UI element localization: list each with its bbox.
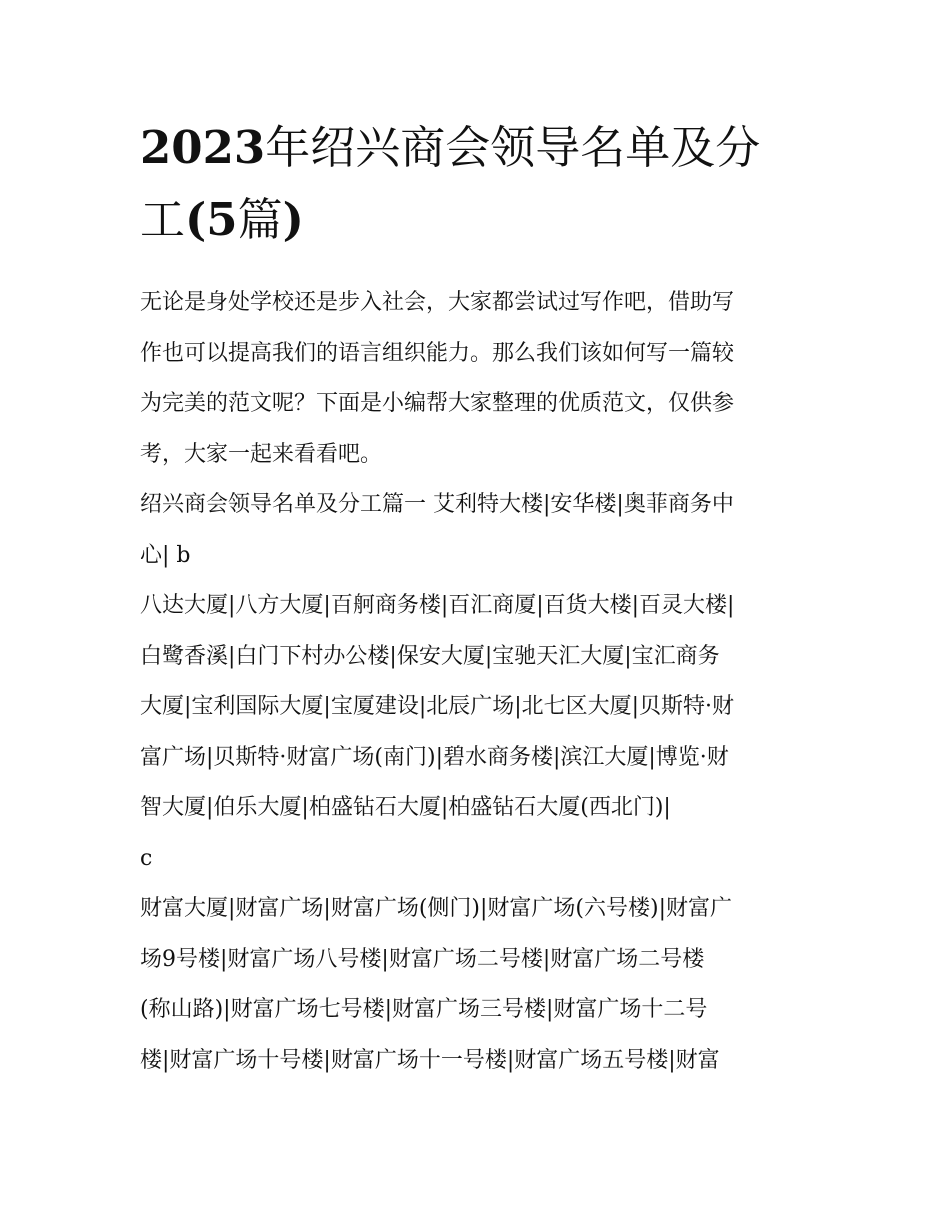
title-line-2-text: 篇 [237,193,283,246]
body-line: 为完美的范文呢？下面是小编帮大家整理的优质范文，仅供参 [140,391,735,416]
body-line: 大厦|宝利国际大厦|宝厦建设|北辰广场|北七区大厦|贝斯特·财 [140,694,735,719]
title-line-2-bold: ) [282,193,304,246]
body-line: 作也可以提高我们的语言组织能力。那么我们该如何写一篇较 [140,340,735,366]
title-line-2-bold: (5 [185,193,238,246]
document-body [140,278,812,1086]
body-line: 楼|财富广场十号楼|财富广场十一号楼|财富广场五号楼|财富 [140,1047,720,1073]
body-line: (称山路)|财富广场七号楼|财富广场三号楼|财富广场十二号 [140,997,708,1022]
body-line: 富广场|贝斯特·财富广场(南门)|碧水商务楼|滨江大厦|博览·财 [140,744,729,770]
document-page [140,112,812,1086]
title-year: 2023 [140,121,266,174]
title-line-1-text: 年绍兴商会领导名单及分 [265,121,761,174]
body-line: 场9号楼|财富广场八号楼|财富广场二号楼|财富广场二号楼 [140,946,705,972]
body-line: c [140,845,153,871]
body-line: 考，大家一起来看看吧。 [140,441,383,467]
body-line: 八达大厦|八方大厦|百舸商务楼|百汇商厦|百货大楼|百灵大楼| [140,593,735,618]
body-line: 智大厦|伯乐大厦|柏盛钻石大厦|柏盛钻石大厦(西北门)| [140,795,671,820]
document-title [140,112,812,256]
title-line-1 [140,112,812,184]
title-line-2 [140,184,812,256]
body-line: 白鹭香溪|白门下村办公楼|保安大厦|宝驰天汇大厦|宝汇商务 [140,643,720,669]
body-line: 心| b [140,542,191,568]
body-line: 绍兴商会领导名单及分工篇一 艾利特大楼|安华楼|奥菲商务中 [140,492,734,517]
body-line: 无论是身处学校还是步入社会，大家都尝试过写作吧，借助写 [140,290,735,315]
body-line: 财富大厦|财富广场|财富广场(侧门)|财富广场(六号楼)|财富广 [140,896,732,921]
title-line-2-text: 工 [140,193,186,246]
